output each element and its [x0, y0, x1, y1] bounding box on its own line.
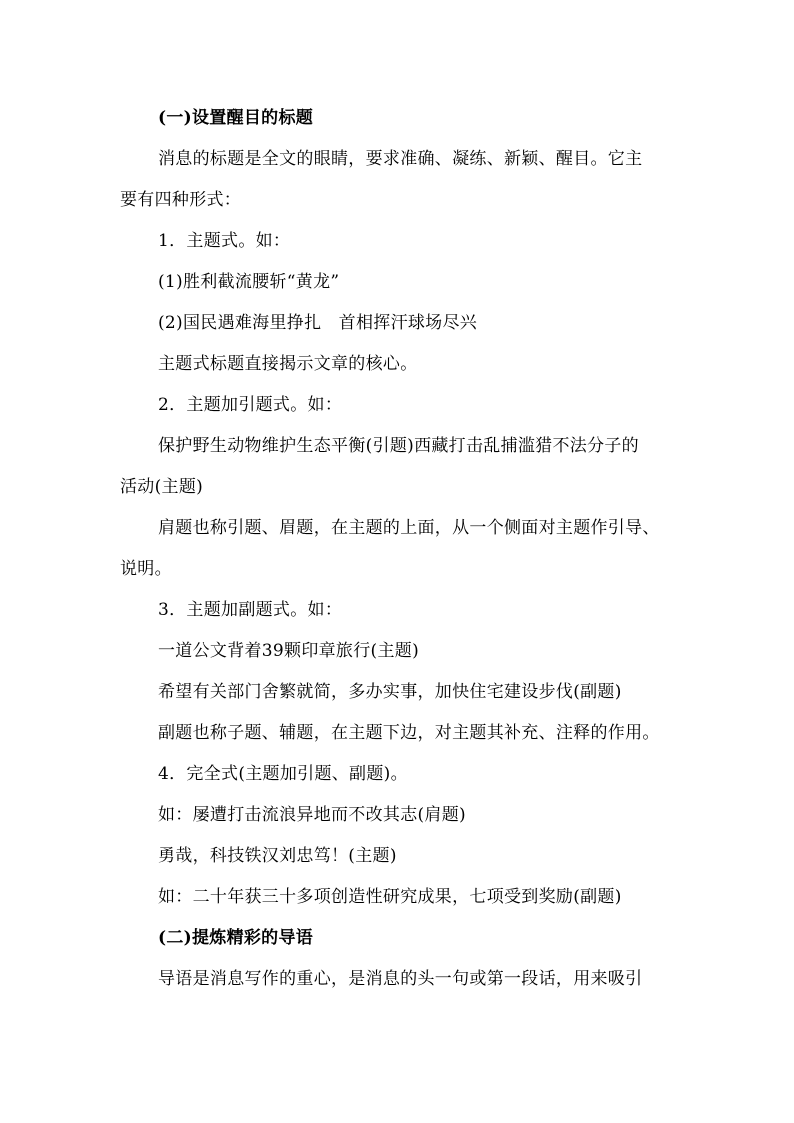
example-line: (2)国民遇难海里挣扎 首相挥汗球场尽兴 — [158, 313, 478, 333]
paragraph-line: 肩题也称引题、眉题，在主题的上面，从一个侧面对主题作引导、 — [158, 518, 660, 538]
example-line: 一道公文背着39颗印章旅行(主题) — [158, 641, 419, 661]
paragraph-line: 主题式标题直接揭示文章的核心。 — [158, 354, 418, 374]
example-line: (1)胜利截流腰斩“黄龙” — [158, 272, 340, 292]
paragraph-line: 副题也称子题、辅题，在主题下边，对主题其补充、注释的作用。 — [158, 723, 660, 743]
paragraph-line: 要有四种形式： — [120, 190, 242, 210]
example-line: 如：二十年获三十多项创造性研究成果，七项受到奖励(副题) — [158, 887, 622, 907]
list-item-heading: 3．主题加副题式。如： — [158, 600, 343, 620]
list-item-heading: 4．完全式(主题加引题、副题)。 — [158, 764, 408, 784]
paragraph-line: 消息的标题是全文的眼睛，要求准确、凝练、新颖、醒目。它主 — [158, 149, 643, 169]
section-heading-2: (二)提炼精彩的导语 — [158, 928, 314, 948]
list-item-heading: 1．主题式。如： — [158, 231, 291, 251]
section-heading-1: (一)设置醒目的标题 — [158, 108, 314, 128]
example-line: 活动(主题) — [120, 477, 204, 497]
example-line: 希望有关部门舍繁就简，多办实事，加快住宅建设步伐(副题) — [158, 682, 622, 702]
list-item-heading: 2．主题加引题式。如： — [158, 395, 343, 415]
example-line: 勇哉，科技铁汉刘忠笃！(主题) — [158, 846, 397, 866]
example-line: 如：屡遭打击流浪异地而不改其志(肩题) — [158, 805, 466, 825]
paragraph-line: 导语是消息写作的重心，是消息的头一句或第一段话，用来吸引 — [158, 969, 643, 989]
paragraph-line: 说明。 — [120, 559, 172, 579]
example-line: 保护野生动物维护生态平衡(引题)西藏打击乱捕滥猎不法分子的 — [158, 436, 639, 456]
